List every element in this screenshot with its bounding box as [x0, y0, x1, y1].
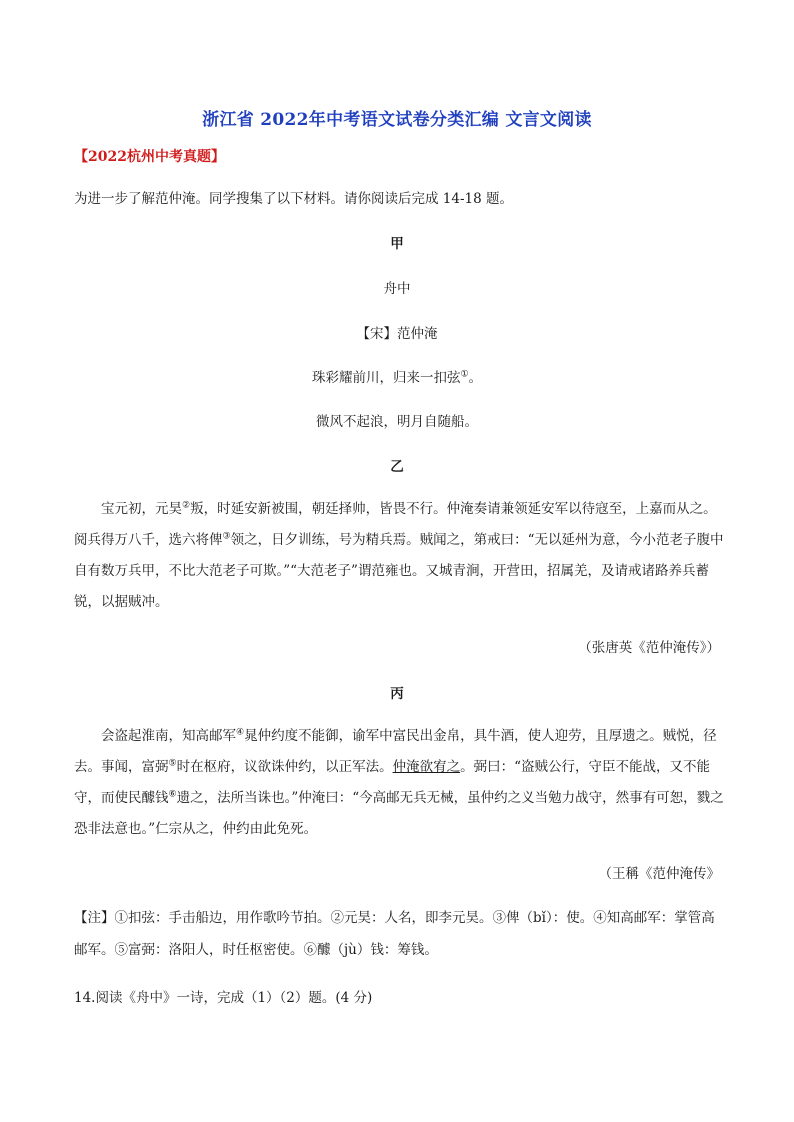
yi-text-1: 宝元初，元昊: [101, 501, 182, 517]
poem-author: 【宋】范仲淹: [356, 326, 438, 342]
bing-text-3: 时在枢府，议欲诛仲约，以正军法。: [176, 759, 393, 775]
section-yi-heading: 乙: [390, 459, 404, 475]
note-marker: ⑥: [168, 789, 177, 800]
page-title: 浙江省 2022年中考语文试卷分类汇编 文言文阅读: [202, 110, 592, 130]
section-bing-heading: 丙: [390, 686, 404, 702]
section-yi-paragraph: [74, 494, 724, 618]
bing-text-1: 会盗起淮南，知高邮军: [101, 728, 236, 744]
section-bing-paragraph: [74, 721, 724, 845]
notes-paragraph: 【注】①扣弦：手击船边，用作歌吟节拍。②元昊：人名，即李元昊。③俾（bǐ）：使。④知高邮军：掌管高邮军。⑤富弼：洛阳人，时任枢密使。⑥醵（jù）钱：筹钱。: [74, 910, 715, 958]
poem-line-2: 微风不起浪，明月自随船。: [316, 414, 478, 430]
bing-text-4: 。弼曰：“盗贼公行，守臣不能战，又不能守，而使民醵钱: [74, 759, 710, 806]
section-jia-heading: 甲: [390, 236, 404, 252]
section-yi-source: （张唐英《范仲淹传》）: [578, 640, 720, 656]
question-14: 14.阅读《舟中》一诗，完成（1）（2）题。(4 分): [74, 990, 373, 1006]
note-marker: ②: [182, 500, 191, 511]
bing-text-2: 晁仲约度不能御，谕军中富民出金帛，具牛酒，使人迎劳，且厚遗之。贼悦，径去。事闻，富弼: [74, 728, 717, 775]
yi-text-3: 领之，日夕训练，号为精兵焉。贼闻之，第戒曰：“无以延州为意，今小范老子腹中自有数万兵甲，不比大范老子可欺。”“大范老子”谓范雍也。又城青涧，开营田，招属羌，及请戒诸路养兵蓄锐，以据贼冲。: [74, 532, 724, 610]
poem-line-1-text: 珠彩耀前川，归来一扣弦: [311, 370, 461, 386]
bing-text-5: 遗之，法所当诛也。”仲淹曰：“今高邮无兵无械，虽仲约之义当勉力战守，然事有可恕，戮之恐非法意也。”仁宗从之，仲约由此免死。: [74, 790, 724, 837]
poem-line-1-end: 。: [468, 370, 483, 386]
poem-title: 舟中: [383, 281, 411, 297]
note-marker: ⑤: [168, 758, 177, 769]
section-bing-source: （王稱《范仲淹传》: [598, 866, 720, 882]
poem-line-1: [0, 370, 794, 386]
source-tag: 【2022杭州中考真题】: [74, 149, 225, 165]
note-marker: ①: [460, 369, 469, 380]
underlined-sentence: 仲淹欲宥之: [392, 759, 461, 775]
note-marker: ④: [236, 727, 245, 738]
intro-text: 为进一步了解范仲淹。同学搜集了以下材料。请你阅读后完成 14-18 题。: [74, 191, 513, 207]
note-marker: ③: [222, 531, 231, 542]
yi-text-2: 叛，时延安新被围，朝廷择帅，皆畏不行。仲淹奏请兼领延安军以待寇至，上嘉而从之。阅兵得万八千，选六将俾: [74, 501, 717, 548]
